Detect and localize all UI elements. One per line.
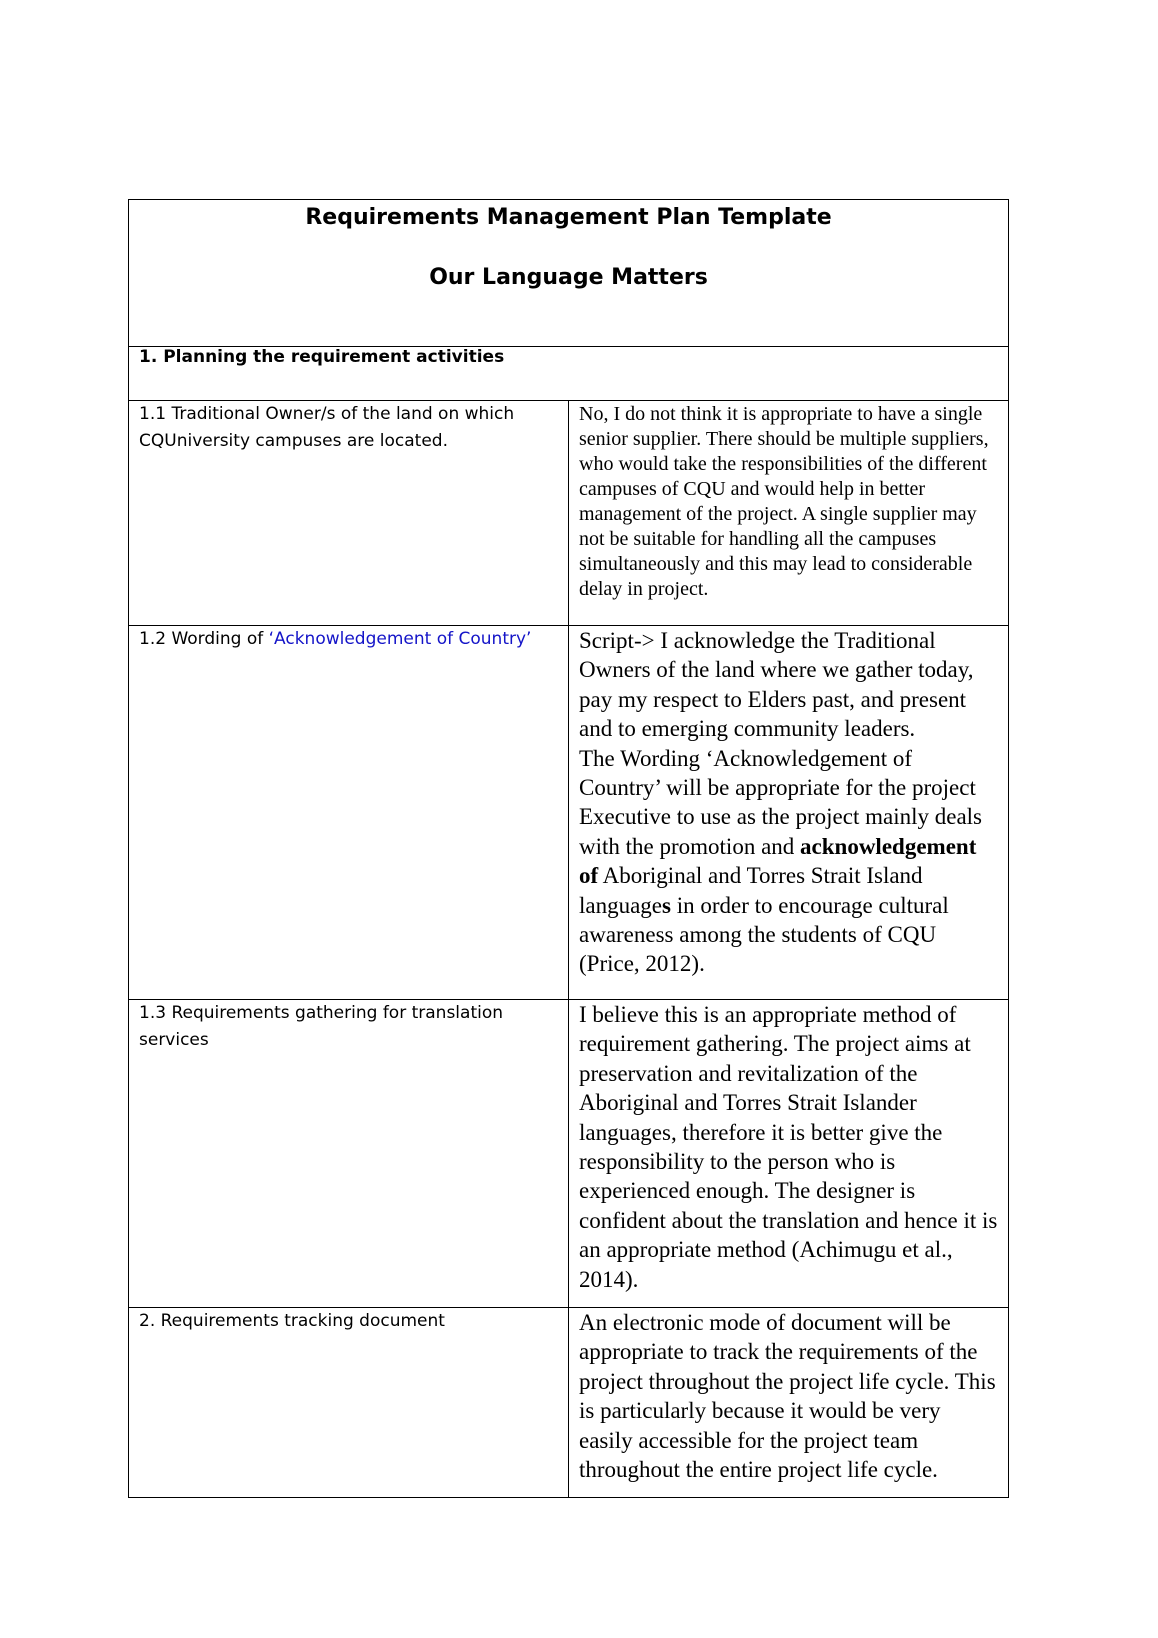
row-label-text: 2. Requirements tracking document (139, 1311, 445, 1331)
row-response-text: No, I do not think it is appropriate to have a single senior supplier. There should be multiple suppliers, who would take the responsibilities of the different campuses of CQU and would help in better management of the project. A single supplier may not be suitable for handling all the campuses simultaneously and this may lead to considerable delay in project. (579, 403, 989, 600)
row-response (569, 626, 1009, 1000)
title-cell (129, 200, 1009, 347)
text-segment: Aboriginal and Torres Strait Island language (579, 863, 923, 918)
row-label (129, 1308, 569, 1498)
row-label (129, 401, 569, 626)
row-response-text: I believe this is an appropriate method of requirement gathering. The project aims at preservation and revitalization of the Aboriginal and Torres Strait Islander languages, therefore it is better give the responsibility to the person who is experienced enough. The designer is confident about the translation and hence it is an appropriate method (Achimugu et al., 2014). (579, 1002, 998, 1292)
document-subtitle: Our Language Matters (429, 265, 708, 290)
row-label (129, 626, 569, 1000)
bold-segment: acknowledgement of (579, 833, 977, 889)
acknowledgement-explanation (579, 744, 998, 979)
label-highlight: ‘Acknowledgement of Country’ (268, 629, 532, 649)
table-row (129, 1000, 1009, 1308)
requirements-plan-table (128, 199, 1009, 1498)
table-row (129, 626, 1009, 1000)
bold-segment: s (662, 892, 671, 918)
row-response (569, 401, 1009, 626)
row-label-text: 1.3 Requirements gathering for translation services (139, 1003, 504, 1050)
text-segment: The Wording ‘Acknowledgement of Country’ will be appropriate for the project Executive to use as the project mainly deals with the promotion and (579, 745, 983, 859)
document-title: Requirements Management Plan Template (305, 205, 832, 230)
table-row (129, 1308, 1009, 1498)
table-row (129, 401, 1009, 626)
row-label-text: 1.1 Traditional Owner/s of the land on which CQUniversity campuses are located. (139, 404, 515, 451)
label-prefix: 1.2 Wording of (139, 629, 269, 649)
row-response (569, 1308, 1009, 1498)
section-heading: 1. Planning the requirement activities (129, 347, 1009, 401)
row-response (569, 1000, 1009, 1308)
row-response-text: An electronic mode of document will be appropriate to track the requirements of the project throughout the project life cycle. This is particularly because it would be very easily accessible for the project team throughout the entire project life cycle. (579, 1310, 996, 1483)
text-segment: in order to encourage cultural awareness among the students of CQU (Price, 2012). (579, 892, 949, 977)
acknowledgement-script: Script-> I acknowledge the Traditional Owners of the land where we gather today, pay my respect to Elders past, and present and to emerging community leaders. (579, 628, 974, 742)
row-label (129, 1000, 569, 1308)
row-label-text (139, 626, 558, 653)
